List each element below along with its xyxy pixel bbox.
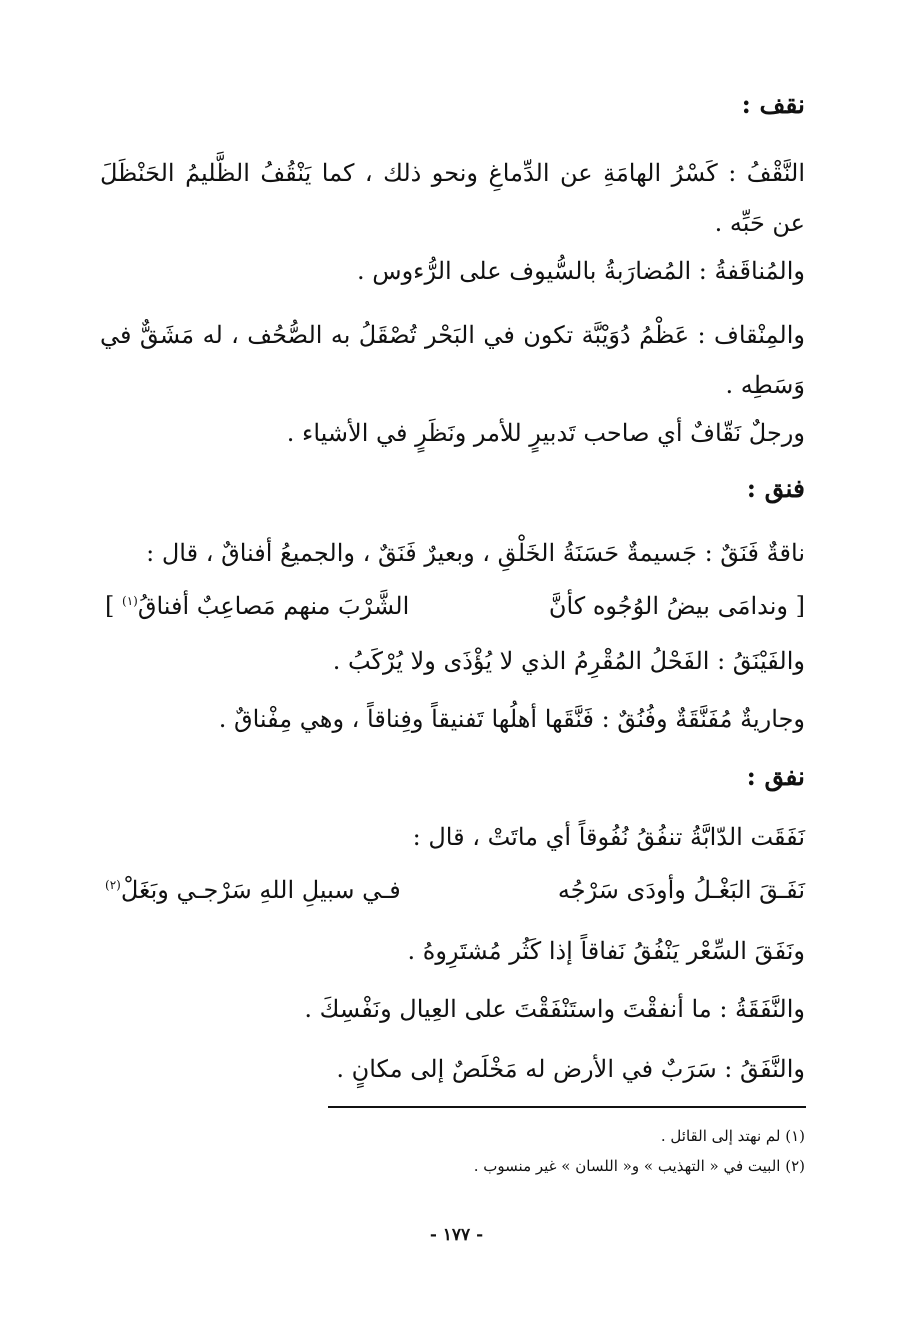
verse-bracket-close: ]	[105, 592, 115, 620]
footnote-2: (٢) البيت في « التهذيب » و« اللسان » غير منسوب .	[473, 1157, 805, 1175]
definition-paragraph: ورجلٌ نَقّافٌ أي صاحب تَدبيرٍ للأمر ونَظَرٍ في الأشياء .	[286, 419, 805, 447]
verse-second-text: الشَّرْبَ منهم مَصاعِبٌ أفناقُ	[137, 592, 410, 620]
poetry-verse	[105, 592, 805, 620]
page-number: - ١٧٧ -	[429, 1225, 484, 1245]
definition-paragraph: والمُناقَفةُ : المُضارَبةُ بالسُّيوف على الرُّءوس .	[357, 257, 805, 285]
entry-heading-nafq: نفق :	[746, 762, 805, 791]
verse-first-hemistich: نَفَـقَ البَغْـلُ وأودَى سَرْجُه	[557, 876, 805, 904]
entry-heading-fanq: فنق :	[746, 474, 805, 503]
verse-second-text: فـي سبيلِ اللهِ سَرْجـي وبَغَلْ	[120, 876, 401, 904]
definition-paragraph: نَفَقَت الدّابَّةُ تنفُقُ نُفُوقاً أي ماتَتْ ، قال :	[412, 823, 805, 851]
footnote-marker: (١)	[122, 594, 138, 608]
verse-second-hemistich	[105, 592, 409, 620]
verse-first-text: وندامَى بيضُ الوُجُوه كأنَّ	[548, 592, 788, 620]
definition-paragraph: ناقةٌ فَنَقٌ : جَسيمةٌ حَسَنَةُ الخَلْقِ ، وبعيرٌ فَنَقٌ ، والجميعُ أفناقٌ ، قال :	[146, 539, 805, 567]
verse-bracket-open: [	[795, 592, 805, 620]
entry-heading-naqf: نقف :	[741, 90, 805, 119]
verse-first-hemistich	[549, 592, 805, 620]
poetry-verse	[105, 876, 805, 904]
footnote-marker: (٢)	[105, 878, 121, 892]
verse-second-hemistich	[105, 876, 401, 904]
definition-paragraph: ونَفَقَ السِّعْر يَنْفُقُ نَفاقاً إذا كَثُر مُشتَرِوهُ .	[407, 937, 805, 965]
footnote-separator	[328, 1106, 806, 1108]
definition-paragraph: وجاريةٌ مُفَنَّقَةٌ وفُنُقٌ : فَنَّقَها أهلُها تَفنيقاً وفِناقاً ، وهي مِفْناقٌ .	[218, 705, 805, 733]
definition-paragraph: والنَّفَقُ : سَرَبٌ في الأرض له مَخْلَصٌ إلى مكانٍ .	[336, 1055, 805, 1083]
definition-paragraph: والفَيْنَقُ : الفَحْلُ المُقْرِمُ الذي لا يُؤْذَى ولا يُرْكَبُ .	[332, 647, 805, 675]
definition-paragraph: والمِنْقاف : عَظْمُ دُوَيْبَّة تكون في البَحْر تُصْقَلُ به الصُّحُف ، له مَشَقٌّ في وَسَطِه .	[100, 321, 805, 399]
footnote-1: (١) لم نهتد إلى القائل .	[660, 1127, 805, 1145]
definition-paragraph: والنَّفَقَةُ : ما أنفقْتَ واستَنْفَقْتَ على العِيال ونَفْسِكَ .	[304, 995, 805, 1023]
definition-paragraph: النَّقْفُ : كَسْرُ الهامَةِ عن الدِّماغِ ونحو ذلك ، كما يَنْقُفُ الظَّليمُ الحَنْظَلَ عن حَبِّه .	[100, 159, 805, 237]
